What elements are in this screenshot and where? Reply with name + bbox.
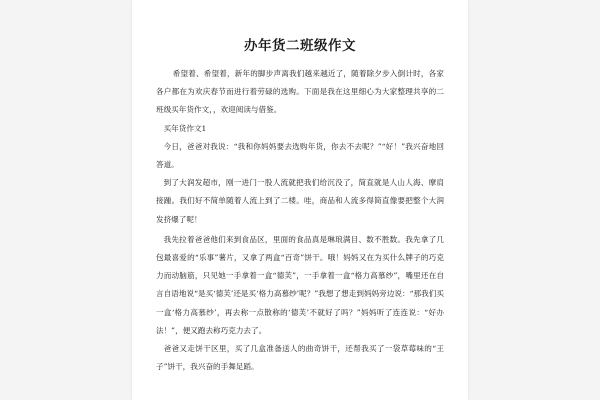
document-title: 办年货二班级作文	[244, 38, 356, 54]
body-paragraph-3: 我先拉着爸爸他们来到食品区，里面的食品真是琳琅满目、数不胜数。我先拿了几包最喜爱的“乐事”薯片，又拿了两盒“百奇”饼干。哦！妈妈又在为买什么牌子的巧克力而动脑筋，只见她一手拿着一盒“德芙”，一手拿着一盒“格力高慕纱”，嘴里还在自言自语地说“是买‘德芙’还是买‘格力高慕纱’呢？”我想了想走到妈妈旁边说：“那我们买一盒‘格力高慕纱’，再去称一点散称的‘德芙’不就好了吗？”妈妈听了连连说：“好办法！”，便又跑去称巧克力去了。	[156, 234, 444, 335]
section-title: 买年货作文1	[163, 123, 207, 133]
body-paragraph-1: 今日，爸爸对我说：“我和你妈妈要去选购年货，你去不去呢？”“好！”我兴奋地回答道。	[156, 141, 444, 170]
body-paragraph-2: 到了大润发超市，刚一进门一股人流就把我们给沉没了，简直就是人山人海、摩肩接踵。我们好不简单随着人流上到了二楼。哇，商品和人流多得简直像要把整个大润发挤爆了呢！	[156, 178, 444, 224]
document-page	[132, 0, 468, 400]
body-paragraph-4: 爸爸又走饼干区里，买了几盒准备送人的曲奇饼干，还帮我买了一袋草莓味的“王子”饼干，我兴奋的手舞足蹈。	[156, 344, 444, 372]
intro-paragraph: 希望着、希望着，新年的脚步声离我们越来越近了，随着除夕步入倒计时，各家各户都在为欢庆春节而进行着劳碌的选购。下面是我在这里细心为大家整理共享的二班级买年货作文，，欢迎阅读与借鉴。	[156, 69, 444, 115]
